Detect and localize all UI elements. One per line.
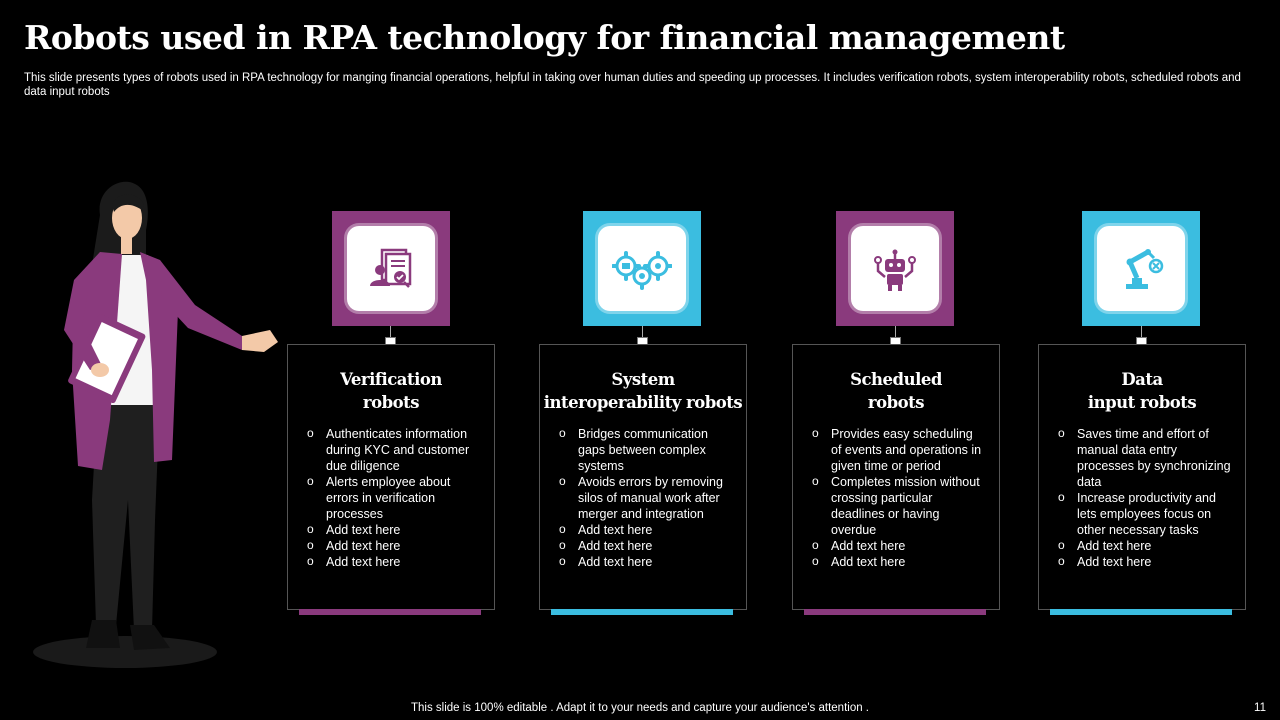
card-title: Data input robots xyxy=(1087,370,1197,412)
accent-bar xyxy=(551,609,733,615)
list-item: o Add text here xyxy=(306,522,480,538)
bullet-list xyxy=(1057,426,1231,570)
verification-document-icon xyxy=(366,244,416,294)
verification-icon-tile xyxy=(332,211,450,326)
accent-bar xyxy=(299,609,481,615)
slide-subtitle: This slide presents types of robots used in RPA technology for manging financial operations, helpful in taking over human duties and speeding up processes. It includes verification robots, system interoperability robots, scheduled robots and data input robots xyxy=(24,72,1241,98)
presenter-illustration xyxy=(30,170,290,680)
bullet-list xyxy=(558,426,732,570)
card-title: Scheduled robots xyxy=(850,370,942,412)
scheduled-robots-card xyxy=(792,344,1000,610)
data-input-icon-tile xyxy=(1082,211,1200,326)
list-item: o Avoids errors by removing silos of manual work after merger and integration xyxy=(558,474,732,522)
data-input-robots-card xyxy=(1038,344,1246,610)
list-item: o Provides easy scheduling of events and operations in given time or period xyxy=(811,426,985,474)
interoperability-icon-tile xyxy=(583,211,701,326)
list-item: o Add text here xyxy=(558,554,732,570)
list-item: o Increase productivity and lets employees focus on other necessary tasks xyxy=(1057,490,1231,538)
list-item: o Authenticates information during KYC and customer due diligence xyxy=(306,426,480,474)
list-item: o Add text here xyxy=(558,522,732,538)
list-item: o Add text here xyxy=(811,538,985,554)
robotic-arm-icon xyxy=(1116,244,1166,294)
accent-bar xyxy=(1050,609,1232,615)
slide-title: Robots used in RPA technology for financial management xyxy=(24,18,1065,57)
accent-bar xyxy=(804,609,986,615)
scheduled-icon-tile xyxy=(836,211,954,326)
list-item: o Add text here xyxy=(306,538,480,554)
bullet-list xyxy=(306,426,480,570)
gears-icon xyxy=(612,244,672,294)
list-item: o Add text here xyxy=(558,538,732,554)
list-item: o Completes mission without crossing particular deadlines or having overdue xyxy=(811,474,985,538)
card-title: Verification robots xyxy=(340,370,442,412)
bullet-list xyxy=(811,426,985,570)
list-item: o Add text here xyxy=(1057,554,1231,570)
list-item: o Saves time and effort of manual data entry processes by synchronizing data xyxy=(1057,426,1231,490)
card-title: System interoperability robots xyxy=(543,370,743,412)
interoperability-robots-card xyxy=(539,344,747,610)
robot-icon xyxy=(870,244,920,294)
list-item: o Add text here xyxy=(811,554,985,570)
list-item: o Add text here xyxy=(306,554,480,570)
slide-footer: This slide is 100% editable . Adapt it to your needs and capture your audience's attention . xyxy=(410,702,869,714)
list-item: o Bridges communication gaps between complex systems xyxy=(558,426,732,474)
list-item: o Alerts employee about errors in verification processes xyxy=(306,474,480,522)
page-number: 11 xyxy=(1254,702,1266,714)
list-item: o Add text here xyxy=(1057,538,1231,554)
verification-robots-card xyxy=(287,344,495,610)
